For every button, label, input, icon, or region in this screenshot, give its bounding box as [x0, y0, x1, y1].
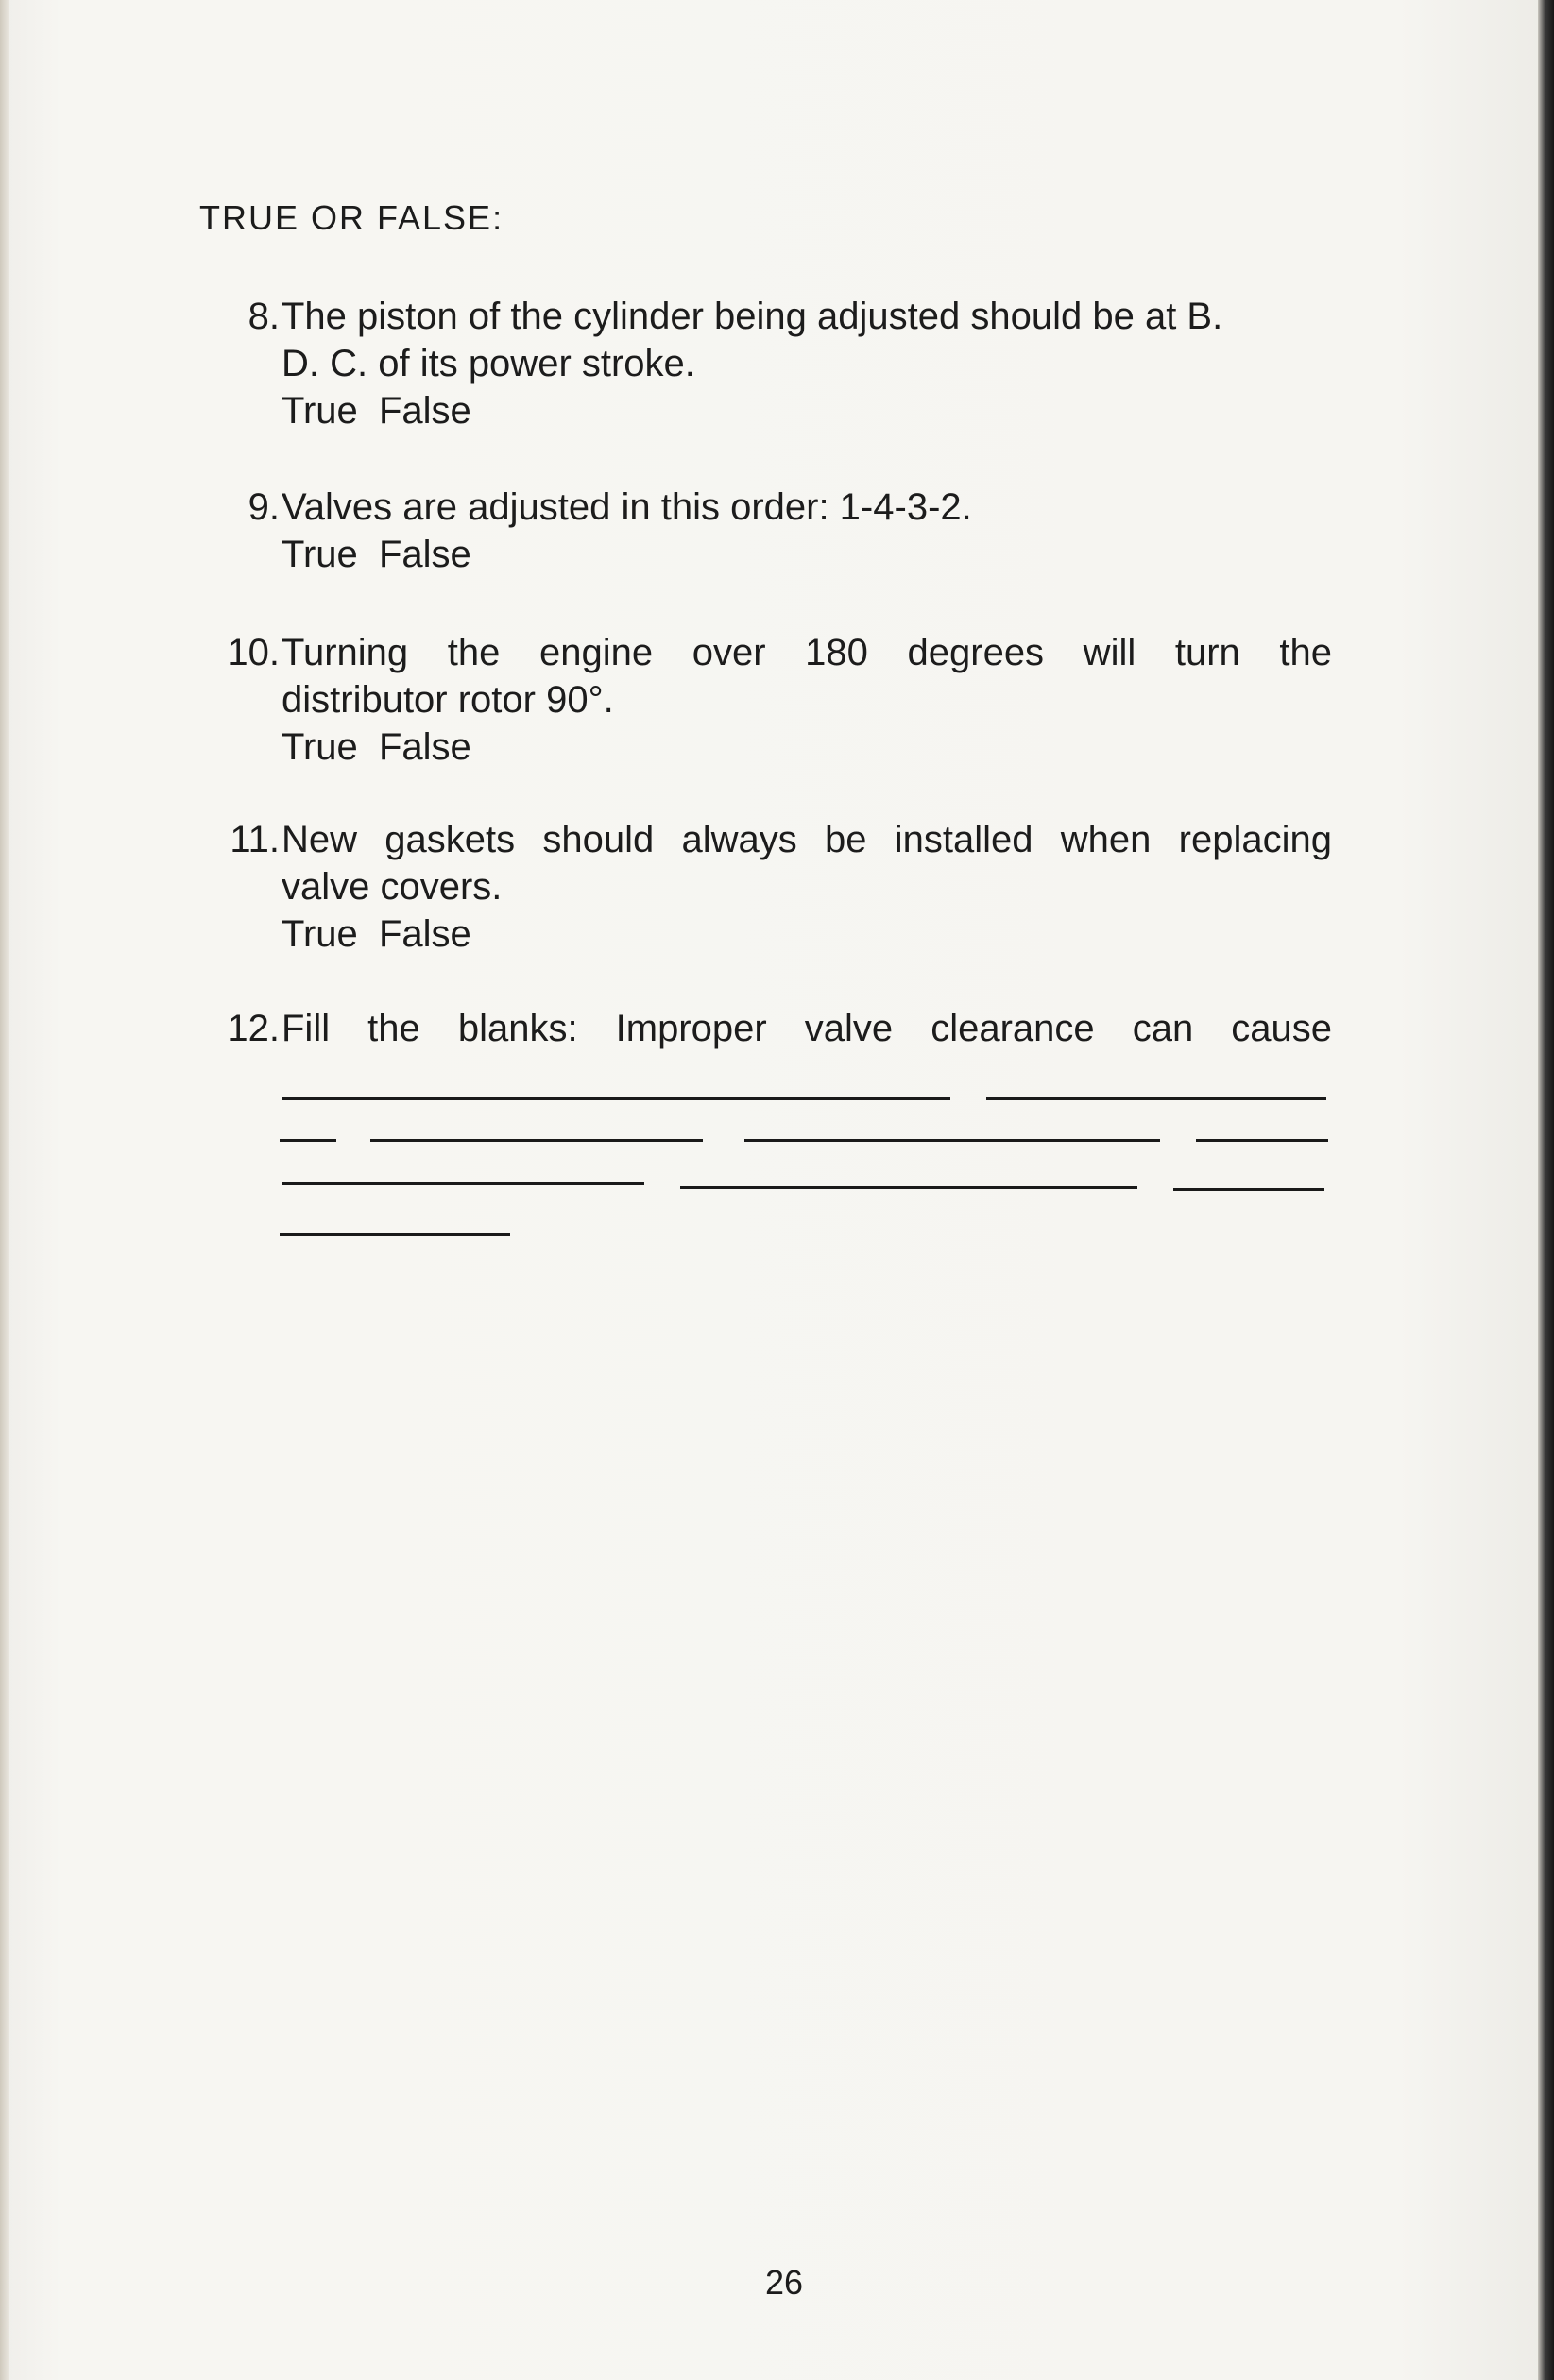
blank-line[interactable]: [744, 1139, 1160, 1142]
question-text-line-1: Fill the blanks: Improper valve clearance can cause: [282, 1008, 1332, 1049]
page-edge: [1538, 0, 1554, 2380]
true-false-options: True False: [282, 726, 471, 768]
blank-line[interactable]: [370, 1139, 703, 1142]
question-number: 8.: [248, 296, 280, 337]
blank-line[interactable]: [280, 1233, 510, 1236]
blank-line[interactable]: [280, 1139, 336, 1142]
question-text-line-1: Valves are adjusted in this order: 1-4-3-2.: [282, 486, 972, 528]
question-text-line-2: valve covers.: [282, 866, 503, 908]
true-false-options: True False: [282, 534, 471, 575]
question-number: 9.: [248, 486, 280, 528]
page-number: 26: [765, 2263, 804, 2302]
blank-line[interactable]: [1173, 1188, 1324, 1191]
question-text-line-2: distributor rotor 90°.: [282, 679, 614, 721]
question-number: 11.: [230, 819, 280, 860]
question-text-line-2: D. C. of its power stroke.: [282, 343, 695, 384]
question-text-line-1: New gaskets should always be installed when replacing: [282, 819, 1332, 860]
blank-line[interactable]: [1196, 1139, 1328, 1142]
question-text-line-1: Turning the engine over 180 degrees will turn the: [282, 632, 1332, 673]
true-false-options: True False: [282, 390, 471, 432]
blank-line[interactable]: [986, 1097, 1326, 1100]
question-number: 12.: [227, 1008, 280, 1049]
blank-line[interactable]: [282, 1097, 950, 1100]
blank-line[interactable]: [282, 1182, 644, 1185]
binding-shadow: [0, 0, 9, 2380]
section-heading: TRUE OR FALSE:: [199, 198, 504, 237]
blank-line[interactable]: [680, 1186, 1137, 1189]
question-text-line-1: The piston of the cylinder being adjusted should be at B.: [282, 296, 1223, 337]
question-number: 10.: [227, 632, 280, 673]
true-false-options: True False: [282, 913, 471, 955]
